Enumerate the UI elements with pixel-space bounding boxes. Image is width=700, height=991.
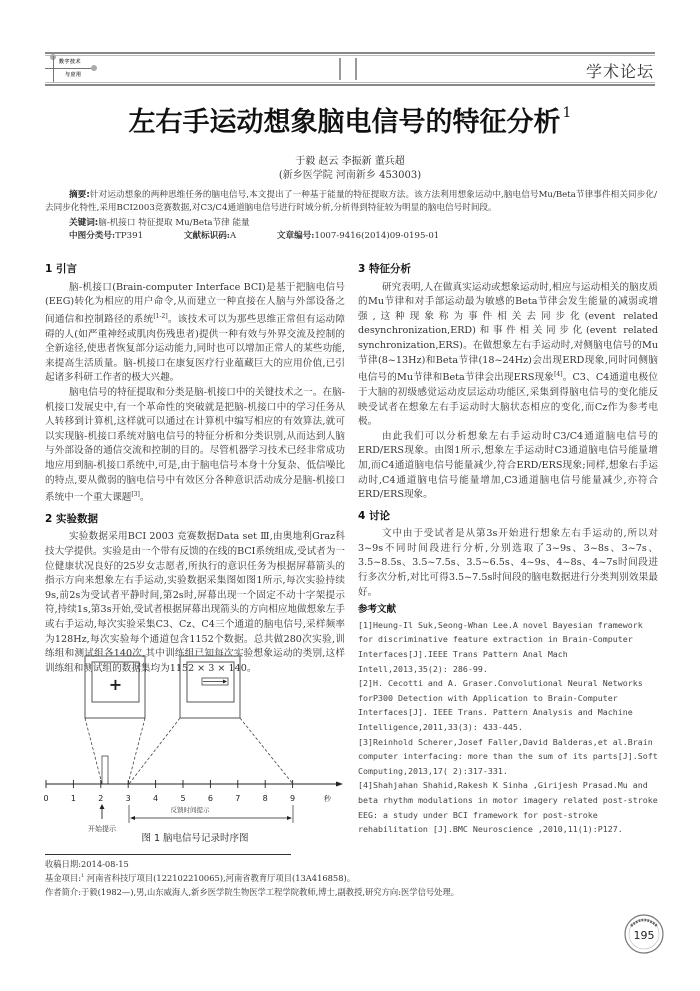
keywords [69, 216, 250, 228]
article-title [0, 100, 700, 139]
paragraph-text: 研究表明,人在做真实运动或想象运动时,相应与运动相关的脑皮质的Mu节律和对手部运动最为敏感的Beta节律会发生能量的减弱或增强,这种现象称为事件相关去同步化(event related desynchronization,ERD)和事件相关同步化(event related synchronization,ERS)。在做想象左右手运动时,对侧脑电信号的Mu节律(8~13Hz)和Beta节律(18~24Hz)会出现ERD现象,同时同侧脑电信号的Mu节律和Beta节律会出现ERS现象 [358, 281, 658, 384]
seal-lettering-icon [631, 920, 657, 926]
start-cue-label: 开始提示 [88, 825, 116, 833]
axis-tick-label: 1 [70, 794, 76, 803]
paragraph-text: 。 [139, 492, 150, 504]
section-1-paragraph-1 [45, 281, 345, 386]
section-3-paragraph-1 [358, 281, 658, 430]
citation: [1-2] [153, 312, 168, 320]
abstract-label: 摘要: [69, 190, 90, 200]
article-no-label: 文章编号: [276, 231, 315, 241]
page-number: 195 [633, 929, 655, 942]
section-1-heading: 1 引言 [45, 263, 77, 275]
paragraph-text: 。该技术可以为那些思维正常但有运动障碍的人(如严重神经或肌肉伤残患者)提供一种有效与外界交流及控制的全新途径,使患者恢复部分运动能力,同时也可以增加正常人的某些功能,来提高生活质量。脑-机接口在康复医疗行业蕴藏巨大的应用价值,已引起诸多科研工作者的极大兴趣。 [45, 313, 346, 384]
axis-tick-label: 4 [153, 794, 159, 803]
paragraph-text: 。C3、C4通道电极位于大脑的初级感觉运动皮层运动功能区,采集到得脑电信号的变化能反映受试者在想象左右手运动时大脑状态相应的变化,而Cz作为参考电极。 [358, 372, 659, 428]
axis-arrow-icon [336, 782, 343, 787]
reference-item: [1]Heung-Il Suk,Seong-Whan Lee.A novel Bayesian framework for discriminative feature extraction in Brain-Computer Interfaces[J].IEEE Trans Pattern Anal Mach Intell,2013,35(2): 286-99. [358, 619, 643, 674]
cue-pulse [102, 756, 108, 784]
fund-note [45, 872, 355, 884]
right-column [358, 262, 658, 837]
header-rule-bottom-thin [45, 82, 655, 83]
axis-tick-label: 6 [207, 794, 213, 803]
clc-label: 中图分类号: [69, 231, 116, 241]
abstract [45, 189, 657, 215]
logo-text-line1: 数字技术 [59, 59, 82, 65]
logo-line [53, 56, 54, 82]
header-rule-top-thin [45, 55, 655, 56]
received-date: 收稿日期:2014-08-15 [45, 859, 129, 869]
left-column [45, 262, 345, 676]
axis-ticks [43, 780, 295, 803]
fund-label: 基金项目: [45, 873, 81, 883]
axis-tick-label: 5 [180, 794, 186, 803]
axis-tick-label: 8 [262, 794, 268, 803]
references-heading: 参考文献 [358, 604, 397, 616]
section-2-heading: 2 实验数据 [45, 512, 98, 525]
logo-dot-icon [91, 65, 97, 71]
fund-text: 河南省科技厅项目(122102210065),河南省教育厅项目(13A416858)。 [84, 873, 356, 883]
author-bio: 作者简介:于毅(1982—),男,山东威海人,新乡医学院生物医学工程学院教师,博士,副教授,研究方向:医学信号处理。 [45, 887, 460, 897]
title-footnote-mark: 1 [562, 105, 572, 121]
keywords-text: 脑-机接口 特征提取 Mu/Beta节律 能量 [98, 218, 250, 228]
header-divider [355, 58, 357, 80]
axis-tick-label: 2 [98, 794, 104, 803]
monitor-cross [85, 656, 145, 718]
section-1-paragraph-2 [45, 386, 345, 506]
doc-code-label: 文献标识码: [183, 231, 230, 241]
page-number-seal [622, 912, 666, 956]
section-4-heading: 4 讨论 [358, 509, 390, 522]
section-tag: 学术论坛 [585, 62, 654, 81]
citation: [3] [131, 491, 140, 499]
reference-item: [2]H. Cecotti and A. Graser.Convolutional Neural Networks forP300 Detection with Application to Brain-Computer Interfaces[J]. IEEE Trans. Pattern Analysis and Machine Intelligence,2011,33(3): 433-445. [358, 678, 643, 732]
fund-footnote-mark: 1 [80, 873, 85, 880]
doc-code-value: A [229, 231, 237, 241]
section-4-paragraph-1: 文中由于受试者是从第3s开始进行想象左右手运动的,所以对3~9s不同时间段进行分析,分别选取了3~9s、3~8s、3~7s、3.5~8.5s、3.5~7.5s、3.5~6.5s、4~9s、4~8s、4~7s时间段进行多次分析,对比可得3.5~7.5s时间段的脑电数据进行分类判别效果最好。 [358, 528, 658, 598]
article-no-value: 1007-9416(2014)09-0195-01 [314, 231, 440, 241]
cross-icon: + [108, 675, 123, 694]
figure-1-timeline [40, 646, 350, 856]
authors: 于毅 赵云 李振新 董兵超 [295, 156, 405, 167]
reference-item: [4]Shahjahan Shahid,Rakesh K Sinha ,Girijesh Prasad.Mu and beta rhythm modulations in motor imagery related post-stroke EEG: a study under BCI framework for post-stroke rehabilitation [J].BMC Neuroscience ,2010,11(1):P127. [358, 780, 658, 835]
feedback-label: 反馈时间提示 [170, 806, 210, 814]
figure-1-caption: 图 1 脑电信号记录时序图 [141, 833, 249, 844]
axis-tick-label: 0 [43, 794, 49, 803]
section-3-paragraph-2: 由此我们可以分析想象左右手运动时C3/C4通道脑电信号的ERD/ERS现象。由图1所示,想象左手运动时C3通道脑电信号能量增加,而C4通道脑电信号能量减少,符合ERD/ERS现象;同样,想象右手运动时,C4通道脑电信号能量增加,C3通道脑电信号能量减少,亦符合ERD/ERS现象。 [358, 430, 658, 501]
citation: [4] [554, 371, 563, 379]
logo-line [45, 68, 93, 69]
section-2-paragraph-1: 实验数据采用BCI 2003 竞赛数据Data set Ⅲ,由奥地利Graz科技大学提供。实验是由一个带有反馈的在线的BCI系统组成,受试者为一位健康状况良好的25岁女志愿者,所执行的意识任务为根据屏幕箭头的指示方向来想象左右手运动,实验数据采集图如图1所示,每次实验持续9s,前2s为受试者平静时间,第2s时,屏幕出现一个固定不动十字架提示符,持续1s,第3s开始,受试者根据屏幕出现箭头的方向相应地做想象左手或右手运动,每次实验采集C3、Cz、C4三个通道的脑电信号,采样频率为128Hz,每次实验每个通道包含1152个数据。总共做280次实验,训练组和测试组各140次,其中训练组已知每次实验想象运动的类别,这样训练组和测试组的数据集均为1152 × 3 × 140。 [45, 531, 345, 674]
reference-item: [3]Reinhold Scherer,Josef Faller,David Balderas,et al.Brain computer interfacing: more than the sum of its parts[J].Soft Computing,2013,17( 2):317-331. [358, 736, 658, 776]
keywords-label: 关键词: [69, 218, 99, 228]
abstract-text: 针对运动想象的两种思维任务的脑电信号,本文提出了一种基于能量的特征提取方法。该方法利用想象运动中,脑电信号Mu/Beta节律事件相关同步化/去同步化特性,采用BCI2003竞赛数据,对C3/C4通道脑电信号进行时域分析,分析得到特征较为明显的脑电信号时间段。 [45, 190, 657, 213]
paragraph-text: 脑电信号的特征提取和分类是脑-机接口中的关键技术之一。在脑-机接口发展史中,有一个革命性的突破就是把脑-机接口中的学习任务从人转移到计算机,这样就可以通过在计算机中编写相应的有效算法,就可以实现脑-机接口系统对脑电信号的特征分析和分类识别,从而达到人脑与外部设备的通信交流和控制的目的。尽管机器学习技术已经非常成功地应用到脑-机接口系统中,可是,由于脑电信号本身十分复杂、低信噪比的特点,要从微弱的脑电信号中有效区分各种意识活动成分是脑-机接口系统中一个重大课题 [45, 386, 345, 504]
footnote-rule [45, 854, 291, 855]
logo-text-line2: 与应用 [65, 72, 82, 78]
journal-logo [45, 56, 115, 82]
axis-tick-label: 3 [125, 794, 131, 803]
monitor-arrow [180, 656, 240, 718]
paragraph-text: 脑-机接口(Brain-computer Interface BCI)是基于把脑电信号(EEG)转化为相应的用户命令,从而建立一种直接在人脑与外部设备之间通信和控制路径的系统 [45, 281, 345, 325]
header-rule-bottom [45, 84, 655, 86]
article-title-text: 左右手运动想象脑电信号的特征分析 [128, 107, 561, 138]
classification-line [69, 229, 477, 241]
axis-unit: 秒 [324, 795, 331, 803]
axis-tick-label: 9 [290, 794, 296, 803]
clc-value: TP391 [115, 231, 144, 241]
section-3-heading: 3 特征分析 [358, 263, 411, 275]
axis-tick-label: 7 [235, 794, 241, 803]
affiliation: (新乡医学院 河南新乡 453003) [278, 170, 422, 181]
header-rule-top [45, 52, 655, 54]
header-divider [339, 58, 341, 80]
